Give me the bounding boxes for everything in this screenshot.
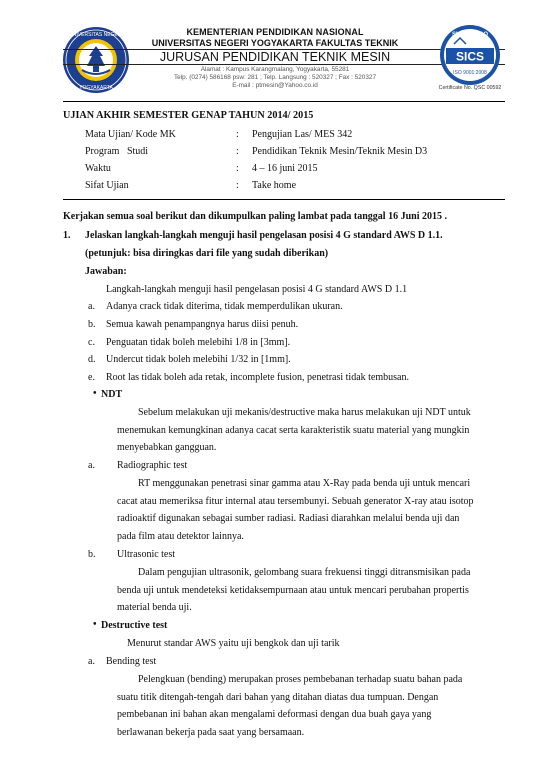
paragraph-line: suatu titik ditengah-tengah dari bahan yang ditahan diatas dua tumpuan. Dengan [117,692,439,703]
list-marker: d. [88,354,96,365]
subsection-title: Radiographic test [117,460,188,471]
paragraph-line: pada film atau detektor lainnya. [117,531,244,542]
info-value-program: Pendidikan Teknik Mesin/Teknik Mesin D3 [252,146,428,157]
list-item: Adanya crack tidak diterima, tidak memperdulikan ukuran. [106,301,343,312]
info-colon: : [236,129,239,140]
svg-text:ISO 9001:2008: ISO 9001:2008 [453,70,487,76]
info-label-course: Mata Ujian/ Kode MK [85,129,176,140]
svg-text:UNIVERSITAS NEGERI: UNIVERSITAS NEGERI [69,32,123,38]
info-value-course: Pengujian Las/ MES 342 [252,129,353,140]
svg-text:YOGYAKARTA: YOGYAKARTA [79,85,113,91]
paragraph-line: radioaktif digunakan sebagai sumber radiasi. Radiasi diarahkan melalui benda uji dan [117,513,460,524]
info-label-time: Waktu [85,163,111,174]
list-marker: a. [88,301,95,312]
info-value-time: 4 – 16 juni 2015 [252,163,318,174]
paragraph-line: cacat atau memeriksa fitur internal atau tersembunyi. Sebuah generator X-ray atau isotop [117,496,474,507]
list-item: Penguatan tidak boleh melebihi 1/8 in [3mm]. [106,337,291,348]
svg-text:SUCOFINDO: SUCOFINDO [452,32,488,38]
list-item: Root las tidak boleh ada retak, incomplete fusion, penetrasi tidak tembusan. [106,372,409,383]
ministry-name: KEMENTERIAN PENDIDIKAN NASIONAL [186,27,364,37]
paragraph-line: Menurut standar AWS yaitu uji bengkok dan uji tarik [127,638,340,649]
paragraph-line: menemukan kemungkinan adanya cacat serta karakteristik suatu material yang mungkin [117,425,470,436]
subsection-title: Bending test [106,656,157,667]
list-item: Semua kawah penampangnya harus diisi penuh. [106,319,299,330]
answer-label: Jawaban: [85,266,127,277]
phone-line: Telp. (0274) 586168 psw: 281 ; Telp. Langsung : 520327 ; Fax : 520327 [173,74,377,81]
paragraph-line: Dalam pengujian ultrasonik, gelombang suara frekuensi tinggi ditransmisikan pada [138,567,471,578]
info-colon: : [236,163,239,174]
email-line: E-mail : ptmesin@Yahoo.co.id [232,82,318,89]
info-colon: : [236,146,239,157]
info-label-type: Sifat Ujian [85,180,129,191]
list-marker: b. [88,319,96,330]
paragraph-line: material benda uji. [117,602,192,613]
info-separator [63,199,505,200]
university-faculty: UNIVERSITAS NEGERI YOGYAKARTA FAKULTAS TEKNIK [151,38,399,48]
list-marker: a. [88,656,95,667]
info-label-program: Program Studi [85,146,149,157]
bullet-icon: • [93,388,97,399]
subsection-title: Ultrasonic test [117,549,176,560]
section-heading-ndt: NDT [101,389,123,400]
question-number: 1. [63,230,71,241]
address-line: Alamat : Kampus Karangmalang, Yogyakarta, 55281 [200,66,350,73]
header-separator [63,101,505,102]
section-heading-destructive: Destructive test [101,620,168,631]
info-value-type: Take home [252,180,297,191]
list-marker: c. [88,337,95,348]
bullet-icon: • [93,619,97,630]
sics-iso-certification-icon [436,24,504,86]
answer-intro: Langkah-langkah menguji hasil pengelasan posisi 4 G standard AWS D 1.1 [106,284,408,295]
paragraph-line: Sebelum melakukan uji mekanis/destructive maka harus melakukan uji NDT untuk [138,407,471,418]
paragraph-line: RT menggunakan penetrasi sinar gamma atau X-Ray pada benda uji untuk mencari [138,478,471,489]
info-colon: : [236,180,239,191]
department-name: JURUSAN PENDIDIKAN TEKNIK MESIN [159,50,391,64]
question-hint: (petunjuk: bisa diringkas dari file yang sudah diberikan) [85,248,329,259]
paragraph-line: berlawanan bekerja pada saat yang bersamaan. [117,727,305,738]
paragraph-line: Pelengkuan (bending) merupakan proses pembebanan terhadap suatu bahan pada [138,674,463,685]
list-marker: b. [88,549,96,560]
list-item: Undercut tidak boleh melebihi 1/32 in [1mm]. [106,354,291,365]
exam-title: UJIAN AKHIR SEMESTER GENAP TAHUN 2014/ 2015 [63,110,314,121]
list-marker: e. [88,372,95,383]
paragraph-line: pembebanan ini bahan akan mengalami deformasi dengan dua buah gaya yang [117,709,432,720]
question-text: Jelaskan langkah-langkah menguji hasil pengelasan posisi 4 G standard AWS D 1.1. [85,230,443,241]
instruction: Kerjakan semua soal berikut dan dikumpulkan paling lambat pada tanggal 16 Juni 2015 . [63,211,447,222]
list-marker: a. [88,460,95,471]
paragraph-line: menyebabkan gangguan. [117,442,217,453]
certificate-number: Certificate No. QSC 00592 [438,85,502,91]
paragraph-line: benda uji untuk mendeteksi ketidaksempurnaan atau untuk mencari perubahan propertis [117,585,469,596]
svg-text:SICS: SICS [455,49,485,64]
